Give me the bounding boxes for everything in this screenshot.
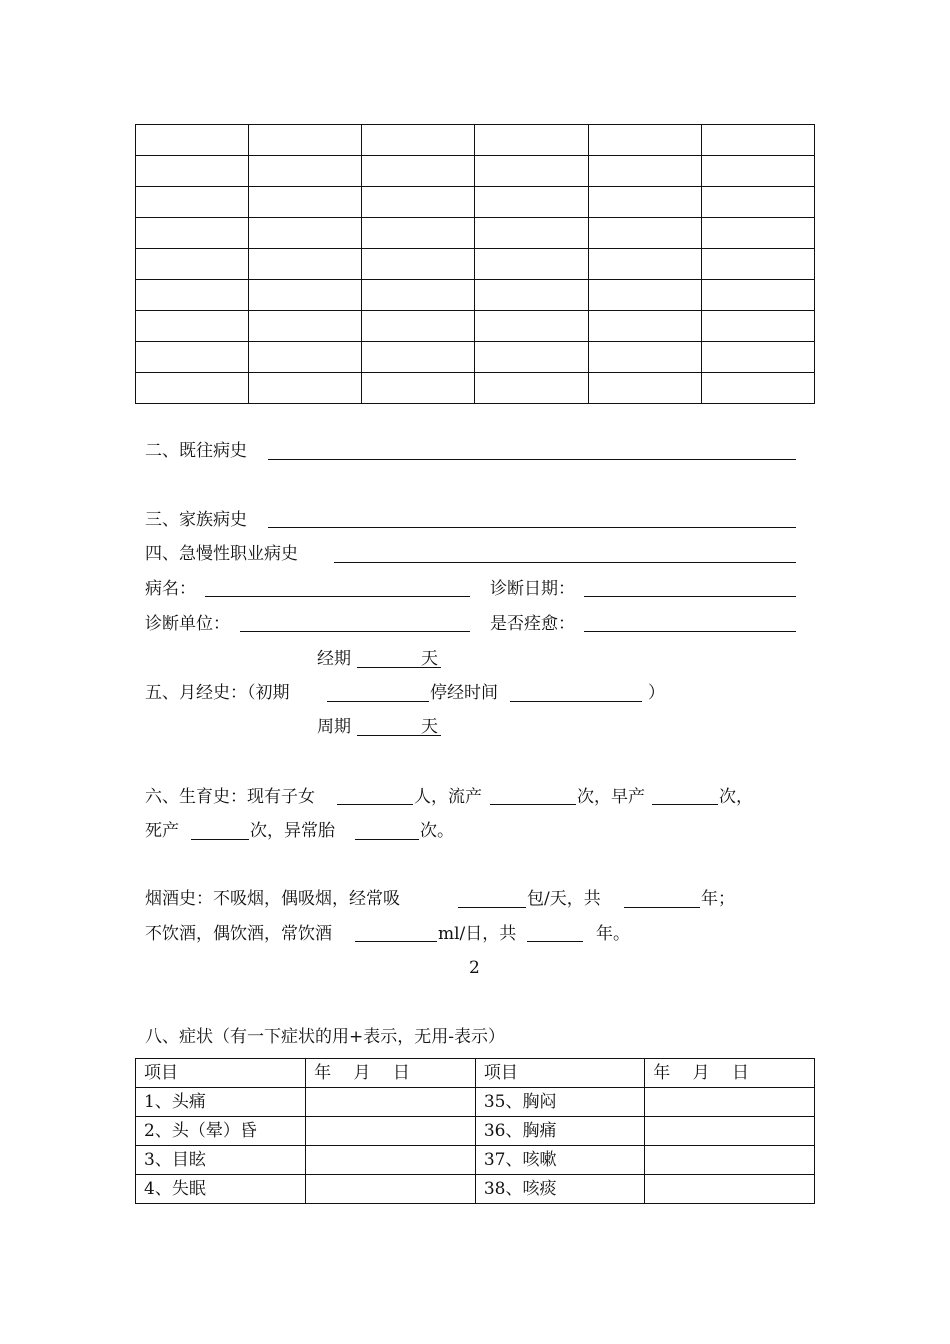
symptom-date-cell[interactable] xyxy=(306,1175,476,1204)
drinking-ml-field[interactable] xyxy=(355,941,437,942)
table-row xyxy=(136,1088,815,1117)
table-cell[interactable] xyxy=(136,156,249,187)
disease-name-label: 病名： xyxy=(145,579,196,599)
table-cell[interactable] xyxy=(475,187,588,218)
table-row xyxy=(136,1175,815,1204)
table-cell[interactable] xyxy=(362,125,475,156)
table-cell[interactable] xyxy=(588,280,701,311)
table-cell[interactable] xyxy=(249,125,362,156)
table-cell[interactable] xyxy=(249,342,362,373)
table-cell[interactable] xyxy=(249,156,362,187)
table-cell[interactable] xyxy=(588,125,701,156)
abortion-label: 人，流产 xyxy=(414,787,482,807)
table-row xyxy=(136,249,815,280)
diagnosis-unit-label: 诊断单位： xyxy=(145,614,230,634)
smoking-year-unit: 年； xyxy=(701,889,735,909)
smoking-packs-field[interactable] xyxy=(458,907,526,908)
period-label: 经期 xyxy=(317,649,351,669)
table-row xyxy=(136,280,815,311)
table-cell[interactable] xyxy=(136,187,249,218)
table-cell[interactable] xyxy=(362,311,475,342)
table-cell[interactable] xyxy=(362,249,475,280)
table-cell[interactable] xyxy=(249,280,362,311)
header-item-2: 项目 xyxy=(475,1059,644,1088)
table-cell[interactable] xyxy=(136,280,249,311)
table-row xyxy=(136,218,815,249)
table-row xyxy=(136,1146,815,1175)
occupational-history-label: 四、急慢性职业病史 xyxy=(145,544,298,564)
symptom-date-cell[interactable] xyxy=(645,1088,815,1117)
disease-name-field[interactable] xyxy=(205,596,470,597)
close-paren: ） xyxy=(648,683,665,703)
family-history-label: 三、家族病史 xyxy=(145,510,247,530)
history-table xyxy=(135,124,815,404)
table-row xyxy=(136,373,815,404)
table-cell[interactable] xyxy=(249,373,362,404)
header-date: 年 月 日 xyxy=(306,1059,476,1088)
past-history-field[interactable] xyxy=(268,459,796,460)
drinking-ml-unit: ml/日，共 xyxy=(438,924,517,944)
table-row xyxy=(136,1117,815,1146)
table-cell[interactable] xyxy=(701,218,814,249)
table-cell[interactable] xyxy=(249,187,362,218)
symptom-name: 1、头痛 xyxy=(136,1088,306,1117)
symptom-name: 35、胸闷 xyxy=(475,1088,644,1117)
table-cell[interactable] xyxy=(136,249,249,280)
cured-label: 是否痊愈： xyxy=(490,614,575,634)
table-cell[interactable] xyxy=(588,342,701,373)
table-cell[interactable] xyxy=(701,373,814,404)
table-cell[interactable] xyxy=(475,156,588,187)
symptom-date-cell[interactable] xyxy=(645,1146,815,1175)
header-item: 项目 xyxy=(136,1059,306,1088)
abnormal-field[interactable] xyxy=(355,839,419,840)
table-cell[interactable] xyxy=(362,280,475,311)
table-cell[interactable] xyxy=(588,156,701,187)
table-cell[interactable] xyxy=(136,218,249,249)
menstrual-history-label: 五、月经史：（初期 xyxy=(145,683,290,703)
premature-label: 次，早产 xyxy=(577,787,645,807)
table-cell[interactable] xyxy=(475,280,588,311)
occupational-history-field[interactable] xyxy=(334,562,796,563)
table-cell[interactable] xyxy=(701,187,814,218)
header-date-2: 年 月 日 xyxy=(645,1059,815,1088)
symptom-date-cell[interactable] xyxy=(306,1088,476,1117)
table-cell[interactable] xyxy=(136,311,249,342)
cycle-unit: 天 xyxy=(421,717,438,737)
table-cell[interactable] xyxy=(136,342,249,373)
table-cell[interactable] xyxy=(588,373,701,404)
table-cell[interactable] xyxy=(362,342,475,373)
menarche-field[interactable] xyxy=(327,701,429,702)
symptom-date-cell[interactable] xyxy=(645,1117,815,1146)
symptom-date-cell[interactable] xyxy=(306,1117,476,1146)
fertility-history-label: 六、生育史：现有子女 xyxy=(145,787,315,807)
symptom-table xyxy=(135,1058,815,1204)
table-cell[interactable] xyxy=(136,125,249,156)
cured-field[interactable] xyxy=(584,631,796,632)
table-cell[interactable] xyxy=(588,218,701,249)
table-cell[interactable] xyxy=(475,311,588,342)
table-cell[interactable] xyxy=(701,249,814,280)
table-row xyxy=(136,125,815,156)
table-cell[interactable] xyxy=(588,311,701,342)
period-unit: 天 xyxy=(421,649,438,669)
abnormal-label: 次，异常胎 xyxy=(250,821,335,841)
symptom-name: 37、咳嗽 xyxy=(475,1146,644,1175)
diagnosis-date-field[interactable] xyxy=(584,596,796,597)
table-cell[interactable] xyxy=(249,249,362,280)
cycle-label: 周期 xyxy=(317,717,351,737)
family-history-field[interactable] xyxy=(268,527,796,528)
table-cell[interactable] xyxy=(249,218,362,249)
abnormal-unit: 次。 xyxy=(420,821,454,841)
premature-field[interactable] xyxy=(652,804,718,805)
diagnosis-date-label: 诊断日期： xyxy=(490,579,575,599)
table-cell[interactable] xyxy=(701,125,814,156)
table-cell[interactable] xyxy=(475,249,588,280)
menopause-field[interactable] xyxy=(510,701,642,702)
table-row xyxy=(136,187,815,218)
symptom-date-cell[interactable] xyxy=(645,1175,815,1204)
symptom-name: 38、咳痰 xyxy=(475,1175,644,1204)
drinking-years-field[interactable] xyxy=(527,941,583,942)
table-row xyxy=(136,156,815,187)
table-cell[interactable] xyxy=(362,218,475,249)
table-cell[interactable] xyxy=(588,187,701,218)
children-field[interactable] xyxy=(337,804,413,805)
table-cell[interactable] xyxy=(475,373,588,404)
symptom-header-row xyxy=(136,1059,815,1088)
smoking-pack-unit: 包/天，共 xyxy=(527,889,601,909)
symptom-date-cell[interactable] xyxy=(306,1146,476,1175)
table-cell[interactable] xyxy=(475,125,588,156)
table-cell[interactable] xyxy=(249,311,362,342)
table-cell[interactable] xyxy=(701,280,814,311)
diagnosis-unit-field[interactable] xyxy=(240,631,470,632)
menopause-label: 停经时间 xyxy=(430,683,498,703)
table-cell[interactable] xyxy=(701,311,814,342)
abortion-field[interactable] xyxy=(490,804,576,805)
symptom-name: 3、目眩 xyxy=(136,1146,306,1175)
past-history-label: 二、既往病史 xyxy=(145,441,247,461)
table-row xyxy=(136,342,815,373)
table-cell[interactable] xyxy=(362,187,475,218)
table-cell[interactable] xyxy=(475,342,588,373)
table-cell[interactable] xyxy=(362,156,475,187)
smoking-years-field[interactable] xyxy=(624,907,700,908)
table-cell[interactable] xyxy=(475,218,588,249)
stillbirth-label: 死产 xyxy=(145,821,179,841)
table-row xyxy=(136,311,815,342)
symptom-name: 4、失眠 xyxy=(136,1175,306,1204)
table-cell[interactable] xyxy=(136,373,249,404)
symptoms-label: 八、症状（有一下症状的用+表示，无用-表示） xyxy=(145,1027,505,1047)
symptom-name: 2、头（晕）昏 xyxy=(136,1117,306,1146)
symptom-name: 36、胸痛 xyxy=(475,1117,644,1146)
table-cell[interactable] xyxy=(588,249,701,280)
premature-unit: 次， xyxy=(719,787,753,807)
table-cell[interactable] xyxy=(362,373,475,404)
stillbirth-field[interactable] xyxy=(191,839,249,840)
table-cell[interactable] xyxy=(701,156,814,187)
drinking-year-unit: 年。 xyxy=(596,924,630,944)
page-number: 2 xyxy=(469,958,480,978)
drinking-label: 不饮酒，偶饮酒，常饮酒 xyxy=(145,924,332,944)
table-cell[interactable] xyxy=(701,342,814,373)
smoking-label: 烟酒史：不吸烟，偶吸烟，经常吸 xyxy=(145,889,400,909)
